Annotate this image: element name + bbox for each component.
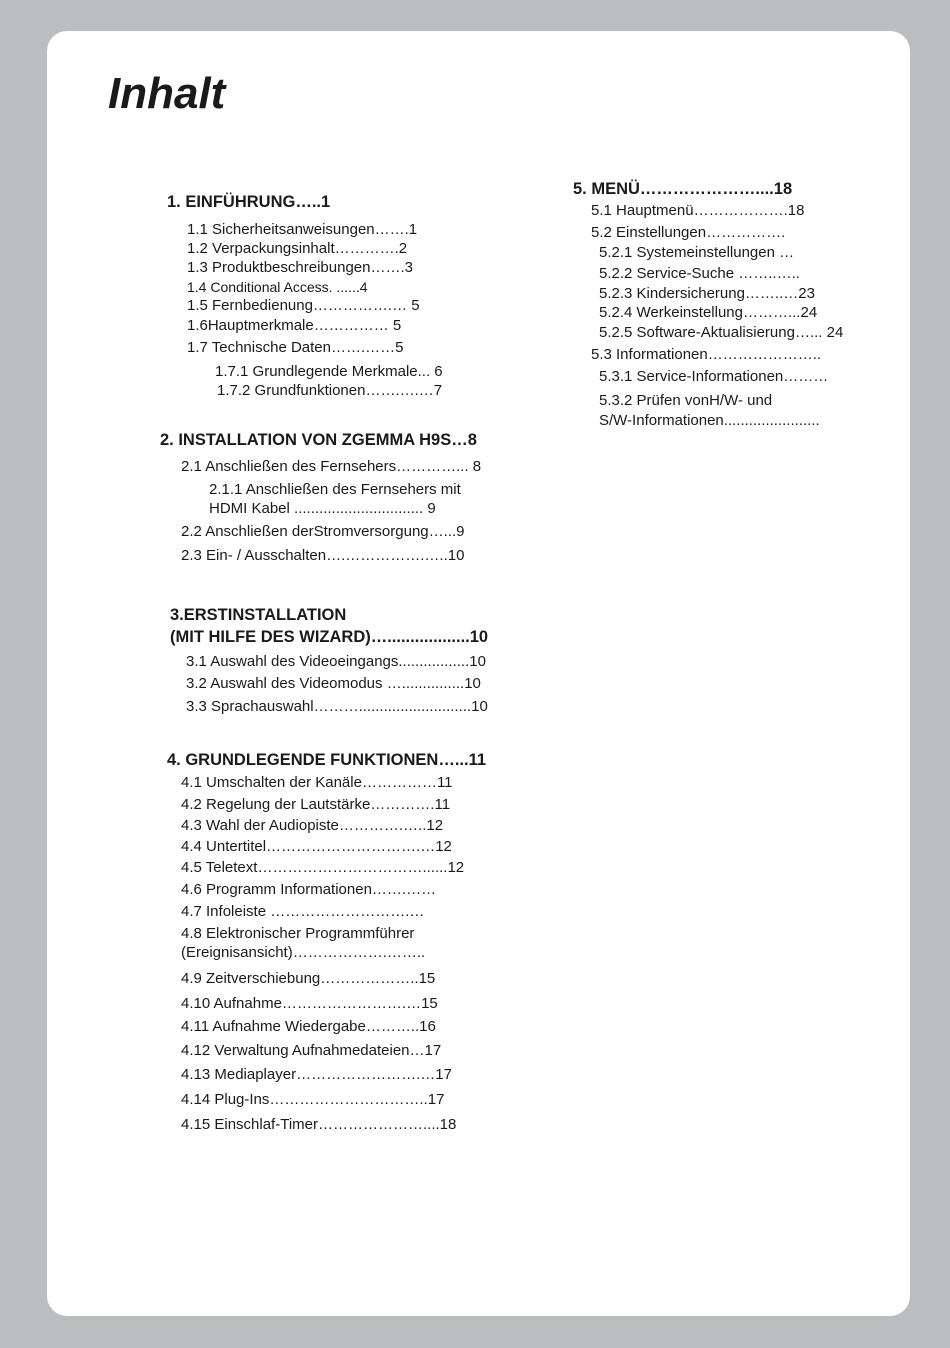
toc-item: 5.2.1 Systemeinstellungen …	[599, 244, 795, 261]
toc-item: 4.14 Plug-Ins…………………………..17	[181, 1091, 445, 1108]
toc-item: 4.10 Aufnahme…………………….…15	[181, 995, 438, 1012]
toc-item: (Ereignisansicht)……………….……..	[181, 944, 426, 961]
toc-item: 4.2 Regelung der Lautstärke………….11	[181, 796, 451, 813]
toc-item: HDMI Kabel ............................... 9	[209, 500, 436, 517]
toc-item: 5.3 Informationen…………………..	[591, 346, 822, 363]
toc-item: 5.2.4 Werkeinstellung………...24	[599, 304, 818, 321]
toc-item: 5.2 Einstellungen…………….	[591, 224, 786, 241]
toc-item: 5.2.2 Service-Suche ……..…..	[599, 265, 800, 282]
toc-item: 1.2 Verpackungsinhalt………….2	[187, 240, 408, 257]
toc-item: 4.9 Zeitverschiebung………………..15	[181, 970, 436, 987]
toc-heading-2: 2. INSTALLATION VON ZGEMMA H9S…8	[160, 431, 477, 449]
toc-item: 4.13 Mediaplayer…………………….…17	[181, 1066, 452, 1083]
toc-item: 1.6Hauptmerkmale…………… 5	[187, 317, 402, 334]
toc-heading-3: 3.ERSTINSTALLATION	[170, 606, 347, 624]
toc-item: 5.2.3 Kindersicherung……..…23	[599, 285, 815, 302]
toc-item: 1.4 Conditional Access. ......4	[187, 279, 368, 295]
toc-item: 4.5 Teletext……………………………......12	[181, 859, 465, 876]
toc-item: 2.3 Ein- / Ausschalten….…………….…..10	[181, 547, 465, 564]
toc-item: 3.1 Auswahl des Videoeingangs.................10	[186, 653, 486, 670]
toc-item: 1.7.2 Grundfunktionen…….….…7	[217, 382, 443, 399]
toc-item: 4.3 Wahl der Audiopiste………….…..12	[181, 817, 444, 834]
toc-item: 4.6 Programm Informationen…….……	[181, 881, 437, 898]
toc-item: 4.1 Umschalten der Kanäle……………11	[181, 774, 453, 791]
toc-item: 3.2 Auswahl des Videomodus …...............10	[186, 675, 481, 692]
toc-item: S/W-Informationen.......................	[599, 412, 820, 429]
toc-item: 1.5 Fernbedienung…………….… 5	[187, 297, 420, 314]
toc-heading-3-cont: (MIT HILFE DES WIZARD)…..................10	[170, 628, 489, 646]
toc-heading-5: 5. MENÜ…………………....18	[573, 180, 793, 198]
toc-item: 2.2 Anschließen derStromversorgung…...9	[181, 523, 465, 540]
toc-item: 3.3 Sprachauswahl………...........................10	[186, 698, 488, 715]
toc-item: 4.15 Einschlaf-Timer…………………....18	[181, 1116, 457, 1133]
toc-item: 4.12 Verwaltung Aufnahmedateien…17	[181, 1042, 442, 1059]
toc-heading-4: 4. GRUNDLEGENDE FUNKTIONEN…...11	[167, 751, 487, 769]
toc-item: 1.7 Technische Daten…….……5	[187, 339, 404, 356]
toc-item: 5.1 Hauptmenü……………….18	[591, 202, 805, 219]
toc-item: 4.4 Untertitel………………………….…12	[181, 838, 452, 855]
toc-heading-1: 1. EINFÜHRUNG…..1	[167, 193, 331, 211]
toc-item: 2.1.1 Anschließen des Fernsehers mit	[209, 481, 461, 498]
toc-item: 5.3.1 Service-Informationen………	[599, 368, 829, 385]
toc-item: 2.1 Anschließen des Fernsehers…………... 8	[181, 458, 482, 475]
toc-item: 1.3 Produktbeschreibungen…….3	[187, 259, 413, 276]
toc-item: 5.2.5 Software-Aktualisierung…... 24	[599, 324, 844, 341]
toc-item: 4.7 Infoleiste ……………………….…	[181, 903, 425, 920]
toc-item: 5.3.2 Prüfen vonH/W- und	[599, 392, 773, 409]
toc-item: 1.1 Sicherheitsanweisungen…….1	[187, 221, 418, 238]
page-title: Inhalt	[108, 69, 226, 118]
toc-item: 4.11 Aufnahme Wiedergabe………..16	[181, 1018, 436, 1035]
toc-item: 1.7.1 Grundlegende Merkmale... 6	[215, 363, 443, 380]
toc-item: 4.8 Elektronischer Programmführer	[181, 925, 415, 942]
